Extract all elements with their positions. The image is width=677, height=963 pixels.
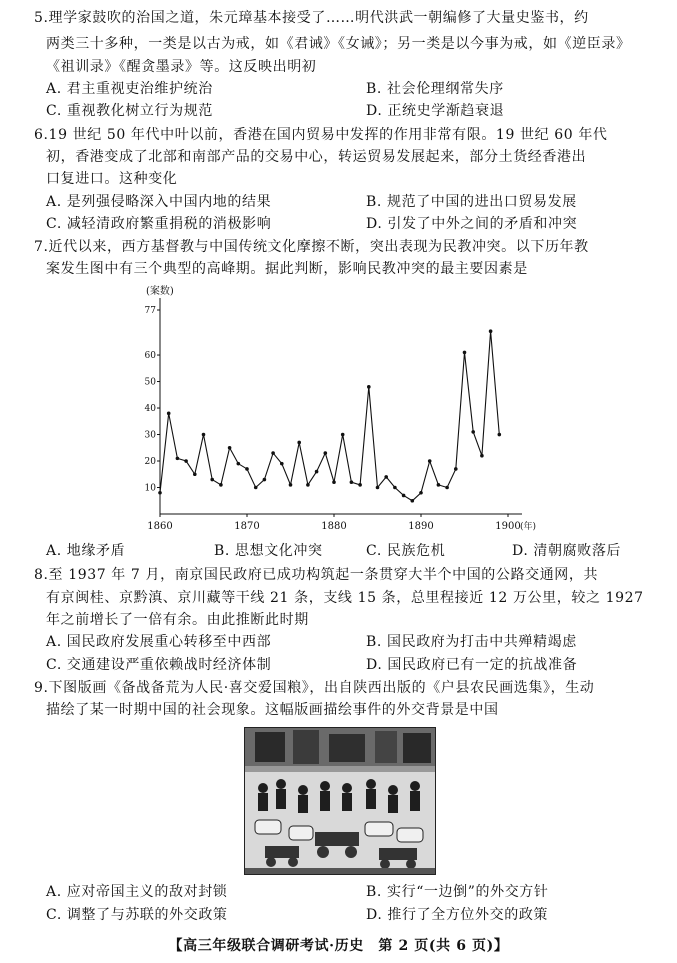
data-point (384, 475, 388, 479)
data-point (480, 454, 484, 458)
q8-stem-line-2: 有京闽桂、京黔滇、京川藏等干线 21 条，支线 15 条，总里程接近 12 万公里，较之 1927 (46, 590, 644, 606)
data-point (445, 486, 449, 490)
q6-stem-line-1: 6.19 世纪 50 年代中叶以前，香港在国内贸易中发挥的作用非常有限。19 世纪 60 年代 (34, 127, 608, 143)
x-axis-label: (年) (520, 522, 537, 532)
data-point (428, 459, 432, 463)
data-point (176, 457, 180, 461)
data-point (489, 329, 493, 333)
q5-option-d: D. 正统史学渐趋衰退 (366, 103, 505, 119)
q7-stem-line-2: 案发生图中有三个典型的高峰期。据此判断，影响民教冲突的最主要因素是 (46, 261, 528, 277)
data-point (167, 412, 171, 416)
data-point (245, 467, 249, 471)
data-point (324, 451, 328, 455)
woodcut-print-image (244, 727, 436, 875)
q5-option-b: B. 社会伦理纲常失序 (366, 81, 504, 97)
q9-option-b: B. 实行“一边倒”的外交方针 (366, 884, 549, 900)
cases-series-line (160, 331, 499, 501)
data-point (280, 462, 284, 466)
data-point (202, 433, 206, 437)
data-point (367, 385, 371, 389)
data-point (271, 451, 275, 455)
data-point (315, 470, 319, 474)
data-point (358, 483, 362, 487)
q6-option-d: D. 引发了中外之间的矛盾和冲突 (366, 216, 578, 232)
data-point (289, 483, 293, 487)
q9-stem-line-2: 描绘了某一时期中国的社会现象。这幅版画描绘事件的外交背景是中国 (46, 702, 499, 718)
q9-option-a: A. 应对帝国主义的敌对封锁 (46, 884, 228, 900)
data-point (419, 491, 423, 495)
y-tick-label: 30 (144, 430, 156, 441)
q9-option-c: C. 调整了与苏联的外交政策 (46, 907, 228, 923)
x-tick-label: 1860 (147, 521, 173, 532)
data-point (376, 486, 380, 490)
q6-option-a: A. 是列强侵略深入中国内地的结果 (46, 194, 272, 210)
q7-stem-line-1: 7.近代以来，西方基督教与中国传统文化摩擦不断，突出表现为民教冲突。以下历年教 (34, 239, 589, 255)
y-tick-label: 77 (144, 306, 156, 316)
q8-option-d: D. 国民政府已有一定的抗战准备 (366, 657, 578, 673)
q8-option-a: A. 国民政府发展重心转移至中西部 (46, 634, 272, 650)
data-point (228, 446, 232, 450)
q6-option-b: B. 规范了中国的进出口贸易发展 (366, 194, 577, 210)
q9-option-d: D. 推行了全方位外交的政策 (366, 907, 549, 923)
data-point (219, 483, 223, 487)
q9-stem-line-1: 9.下图版画《备战备荒为人民·喜交爱国粮》，出自陕西出版的《户县农民画选集》，生动 (34, 680, 595, 696)
data-point (297, 441, 301, 445)
data-point (263, 478, 267, 482)
q7-option-b: B. 思想文化冲突 (214, 543, 323, 559)
y-axis-label: (案数) (146, 286, 174, 297)
data-point (193, 472, 197, 476)
data-point (454, 467, 458, 471)
q6-stem-line-2: 初，香港变成了北部和南部产品的交易中心，转运贸易发展起来，部分土货经香港出 (46, 149, 587, 165)
q8-stem-line-3: 年之前增长了一倍有余。由此推断此时期 (46, 612, 309, 628)
data-point (350, 480, 354, 484)
data-point (402, 494, 406, 498)
data-point (411, 499, 415, 503)
data-point (254, 486, 258, 490)
y-tick-label: 60 (144, 351, 156, 362)
data-point (393, 486, 397, 490)
q8-option-c: C. 交通建设严重依赖战时经济体制 (46, 657, 272, 673)
data-point (437, 483, 441, 487)
y-tick-label: 50 (144, 377, 156, 388)
woodcut-illustration (245, 728, 435, 874)
y-tick-label: 20 (144, 457, 156, 468)
x-tick-label: 1890 (408, 521, 434, 532)
data-point (237, 462, 241, 466)
data-point (332, 480, 336, 484)
data-point (184, 459, 188, 463)
q7-option-d: D. 清朝腐败落后 (512, 543, 622, 559)
q5-stem-line-2: 两类三十多种，一类是以古为戒，如《君诫》《女诫》；另一类是以今事为戒，如《逆臣录》 (46, 36, 631, 52)
q6-stem-line-3: 口复进口。这种变化 (46, 171, 178, 187)
q7-option-c: C. 民族危机 (366, 543, 446, 559)
page-footer: 【高三年级联合调研考试·历史 第 2 页(共 6 页)】 (168, 938, 509, 954)
x-tick-label: 1900 (495, 521, 521, 532)
q7-option-a: A. 地缘矛盾 (46, 543, 126, 559)
q6-option-c: C. 减轻清政府繁重捐税的消极影响 (46, 216, 272, 232)
data-point (306, 483, 310, 487)
data-point (498, 433, 502, 437)
x-tick-label: 1870 (234, 521, 260, 532)
data-point (341, 433, 345, 437)
q8-stem-line-1: 8.至 1937 年 7 月，南京国民政府已成功构筑起一条贯穿大半个中国的公路交通网，共 (34, 567, 599, 583)
q5-option-a: A. 君主重视吏治维护统治 (46, 81, 213, 97)
y-tick-label: 40 (144, 404, 156, 415)
x-tick-label: 1880 (321, 521, 347, 532)
q5-stem-line-3: 《祖训录》《醒贪墨录》等。这反映出明初 (46, 59, 317, 75)
q8-option-b: B. 国民政府为打击中共殚精竭虑 (366, 634, 577, 650)
q5-option-c: C. 重视教化树立行为规范 (46, 103, 213, 119)
data-point (158, 491, 162, 495)
y-tick-label: 10 (144, 483, 156, 494)
data-point (471, 430, 475, 434)
cases-line-chart (138, 282, 538, 532)
chart-svg (138, 282, 538, 532)
q5-stem-line-1: 5.理学家鼓吹的治国之道，朱元璋基本接受了……明代洪武一朝编修了大量史鉴书，约 (34, 10, 589, 26)
data-point (210, 478, 214, 482)
data-point (463, 351, 467, 355)
